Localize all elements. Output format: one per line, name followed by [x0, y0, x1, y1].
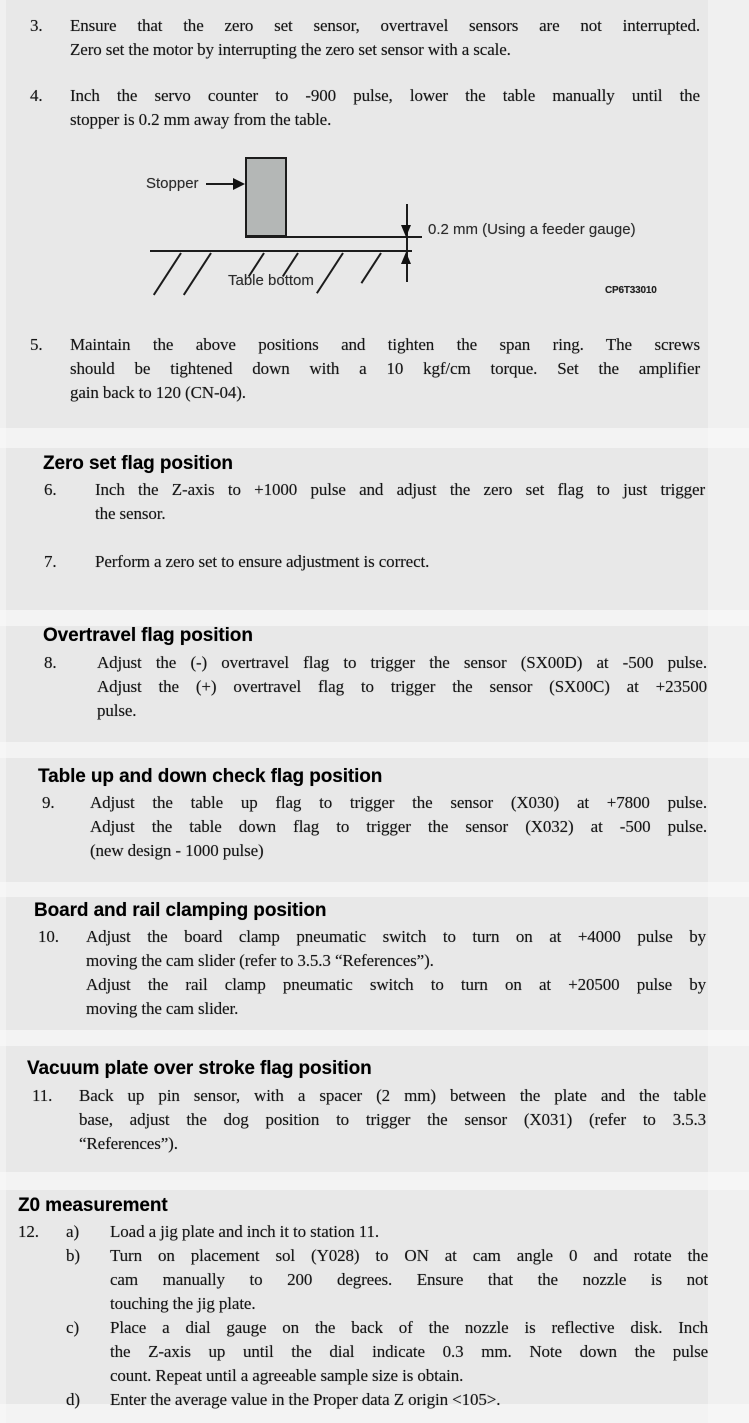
step-text-line: Adjust the (+) overtravel flag to trigger the sensor (SX00C) at +23500	[97, 677, 707, 696]
section-heading: Vacuum plate over stroke flag position	[27, 1058, 372, 1079]
step-text-line: (new design - 1000 pulse)	[90, 841, 264, 860]
step-text-line: moving the cam slider (refer to 3.5.3 “References”).	[86, 951, 434, 970]
step-text-line: Inch the Z-axis to +1000 pulse and adjust the zero set flag to just trigger	[95, 480, 705, 499]
step-text-line: stopper is 0.2 mm away from the table.	[70, 110, 332, 129]
hatch-mark	[153, 252, 182, 295]
section-heading: Table up and down check flag position	[38, 766, 383, 787]
step-text-line: cam manually to 200 degrees. Ensure that the nozzle is not	[110, 1270, 708, 1289]
figure-code: CP6T33010	[605, 285, 657, 296]
step-text	[79, 1084, 706, 1156]
hatch-mark	[361, 252, 382, 283]
scan-band	[0, 882, 749, 897]
step-text-line: the sensor.	[95, 504, 166, 523]
step-text-line: Adjust the (-) overtravel flag to trigger the sensor (SX00D) at -500 pulse.	[97, 653, 707, 672]
step-text-line: Load a jig plate and inch it to station 11.	[110, 1222, 379, 1241]
step-text	[70, 14, 700, 62]
step-text-line: “References”).	[79, 1134, 178, 1153]
step-text-line: the Z-axis up until the dial indicate 0.3 mm. Note down the pulse	[110, 1342, 708, 1361]
step-text-line: pulse.	[97, 701, 137, 720]
step-text-line: moving the cam slider.	[86, 999, 239, 1018]
step-text-line: Maintain the above positions and tighten the span ring. The screws	[70, 335, 700, 354]
scan-band	[0, 1030, 749, 1046]
step-text-line: Adjust the board clamp pneumatic switch to turn on at +4000 pulse by	[86, 927, 706, 946]
scan-band	[0, 742, 749, 758]
step-number: 6.	[44, 480, 57, 499]
step-number: 4.	[30, 86, 43, 105]
step-text	[70, 333, 700, 405]
scan-band	[0, 428, 749, 448]
step-number: 11.	[32, 1086, 53, 1105]
figure-dimension-label: 0.2 mm (Using a feeder gauge)	[428, 221, 636, 238]
section-heading: Z0 measurement	[18, 1195, 168, 1216]
figure-stopper-label: Stopper	[146, 175, 199, 192]
stopper-arrow-line	[206, 183, 236, 185]
step-number: 3.	[30, 16, 43, 35]
hatch-mark	[183, 252, 212, 295]
step-number: 8.	[44, 653, 57, 672]
dimension-line	[406, 204, 408, 282]
step-text	[86, 925, 706, 1021]
step-number: 12.	[18, 1222, 39, 1241]
step-number: 5.	[30, 335, 43, 354]
section-heading: Board and rail clamping position	[34, 900, 327, 921]
dimension-arrow-down-icon	[401, 225, 411, 237]
figure-table-label: Table bottom	[228, 272, 314, 289]
step-text	[90, 791, 707, 863]
step-text	[95, 478, 705, 526]
stopper-arrow-icon	[233, 178, 245, 190]
section-heading: Overtravel flag position	[43, 625, 253, 646]
step-text-line: Place a dial gauge on the back of the nozzle is reflective disk. Inch	[110, 1318, 708, 1337]
scan-band	[708, 0, 749, 1423]
stopper-block	[245, 157, 287, 237]
dimension-arrow-up-icon	[401, 252, 411, 264]
step-text-line: touching the jig plate.	[110, 1294, 256, 1313]
step-text-line: Perform a zero set to ensure adjustment is correct.	[95, 552, 430, 571]
step-text-line: Turn on placement sol (Y028) to ON at cam angle 0 and rotate the	[110, 1246, 708, 1265]
substep-letter: d)	[66, 1390, 80, 1409]
step-text-line: Adjust the table up flag to trigger the sensor (X030) at +7800 pulse.	[90, 793, 707, 812]
substep-letter: a)	[66, 1222, 80, 1241]
scan-band	[0, 610, 749, 626]
step-number: 9.	[42, 793, 55, 812]
step-text-line: gain back to 120 (CN-04).	[70, 383, 246, 402]
gauge-surface-line	[245, 236, 422, 238]
step-text-line: Ensure that the zero set sensor, overtravel sensors are not interrupted.	[70, 16, 700, 35]
hatch-mark	[316, 252, 344, 293]
substep-text	[110, 1244, 708, 1316]
substep-text	[110, 1220, 708, 1244]
step-text	[95, 550, 705, 574]
step-text-line: should be tightened down with a 10 kgf/cm torque. Set the amplifier	[70, 359, 700, 378]
substep-text	[110, 1316, 708, 1388]
step-number: 10.	[38, 927, 59, 946]
scan-band	[0, 0, 6, 1423]
step-text-line: Enter the average value in the Proper data Z origin <105>.	[110, 1390, 501, 1409]
step-text-line: Back up pin sensor, with a spacer (2 mm) between the plate and the table	[79, 1086, 706, 1105]
section-heading: Zero set flag position	[43, 453, 233, 474]
step-text	[70, 84, 700, 132]
step-text-line: Zero set the motor by interrupting the zero set sensor with a scale.	[70, 40, 511, 59]
scan-band	[0, 1172, 749, 1190]
step-text-line: Adjust the table down flag to trigger the sensor (X032) at -500 pulse.	[90, 817, 707, 836]
step-text-line: Adjust the rail clamp pneumatic switch to turn on at +20500 pulse by	[86, 975, 706, 994]
substep-letter: b)	[66, 1246, 80, 1265]
step-text	[97, 651, 707, 723]
step-text-line: base, adjust the dog position to trigger the sensor (X031) (refer to 3.5.3	[79, 1110, 706, 1129]
step-text-line: Inch the servo counter to -900 pulse, lower the table manually until the	[70, 86, 700, 105]
step-text-line: count. Repeat until a agreeable sample size is obtain.	[110, 1366, 464, 1385]
substep-text	[110, 1388, 708, 1412]
step-number: 7.	[44, 552, 57, 571]
table-surface-line	[150, 250, 412, 252]
substep-letter: c)	[66, 1318, 80, 1337]
